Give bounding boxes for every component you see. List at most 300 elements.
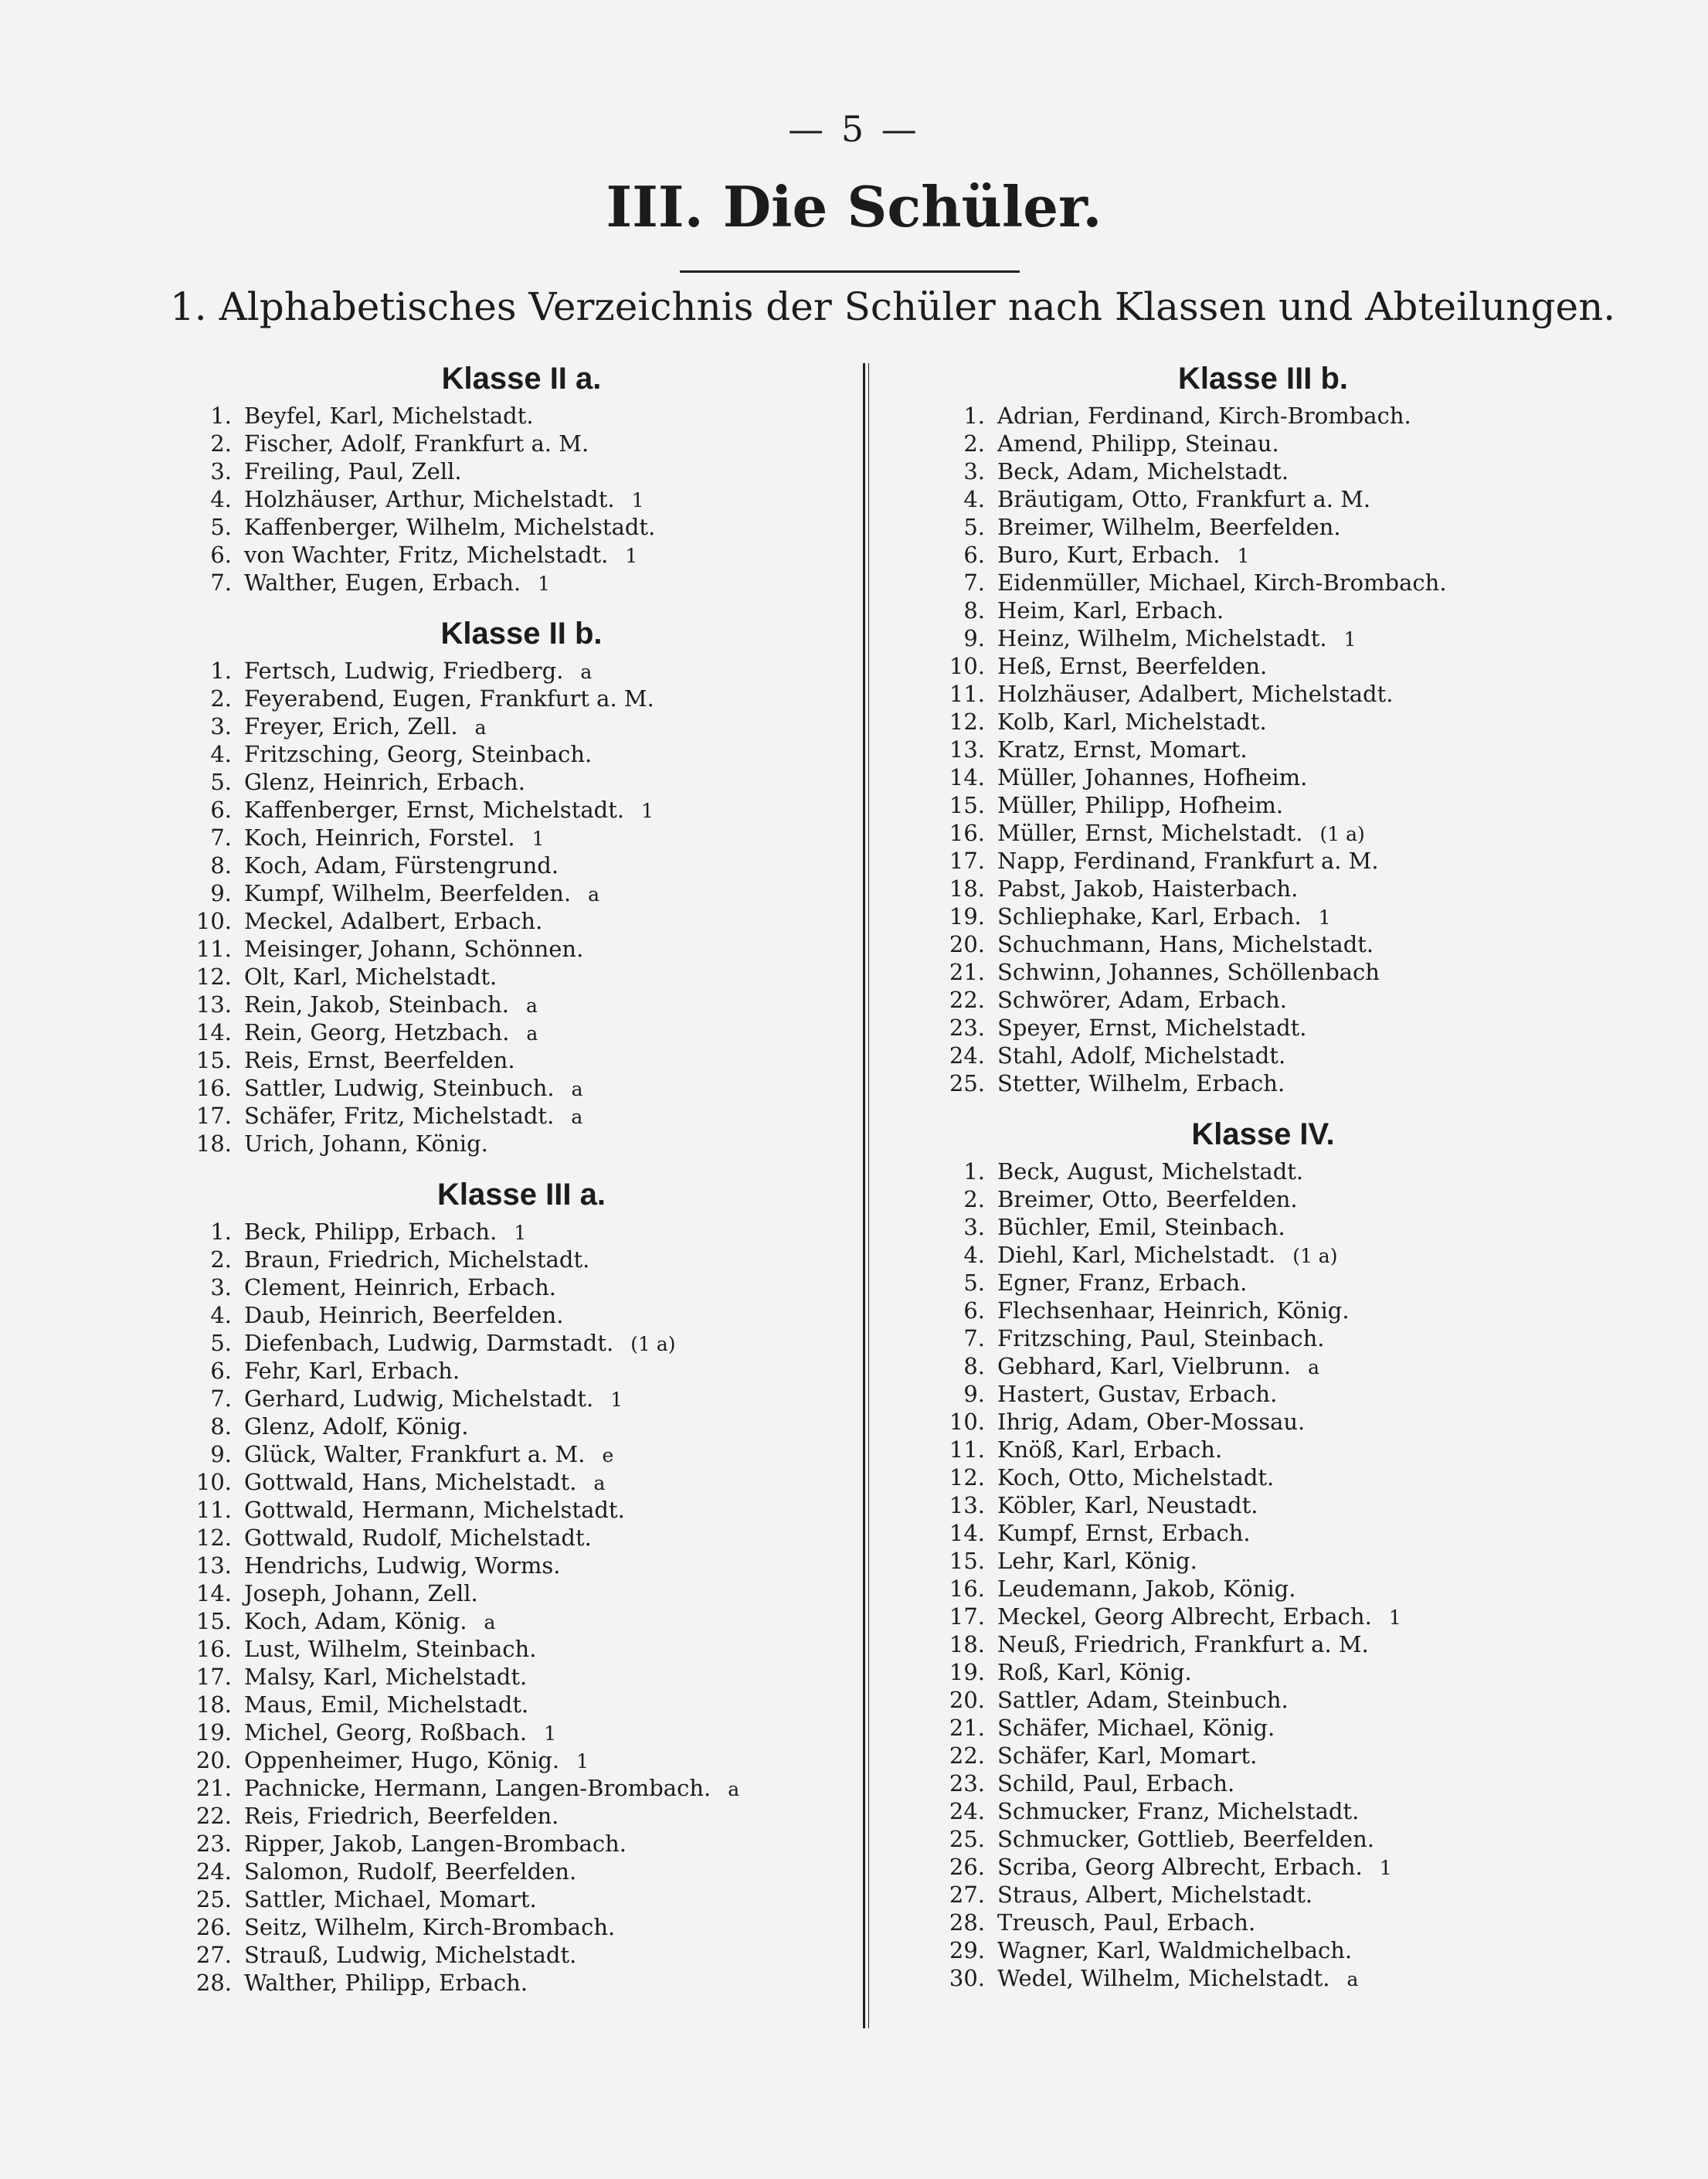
student-name: Maus, Emil, Michelstadt. bbox=[244, 1691, 529, 1718]
student-number: 23. bbox=[949, 1015, 985, 1041]
student-name: Buro, Kurt, Erbach. bbox=[997, 542, 1221, 568]
student-number: 20. bbox=[949, 931, 985, 957]
student-row bbox=[946, 930, 1580, 958]
student-mark: a bbox=[474, 716, 487, 739]
student-number: 16. bbox=[195, 1636, 232, 1662]
student-number: 10. bbox=[195, 1469, 232, 1495]
student-row bbox=[946, 708, 1580, 736]
student-row bbox=[946, 1575, 1580, 1603]
student-name: Adrian, Ferdinand, Kirch-Brombach. bbox=[997, 403, 1411, 429]
student-mark: 1 bbox=[1343, 628, 1357, 651]
student-number: 10. bbox=[195, 908, 232, 934]
column-divider-secondary bbox=[868, 363, 869, 2028]
student-row bbox=[946, 1769, 1580, 1797]
student-mark: a bbox=[484, 1611, 496, 1633]
student-name: Pabst, Jakob, Haisterbach. bbox=[997, 875, 1299, 902]
student-number: 4. bbox=[210, 486, 232, 512]
student-name: Speyer, Ernst, Michelstadt. bbox=[997, 1015, 1307, 1041]
student-name: Diehl, Karl, Michelstadt. bbox=[997, 1242, 1276, 1268]
student-row bbox=[193, 907, 850, 935]
student-number: 17. bbox=[195, 1664, 232, 1690]
student-number: 11. bbox=[949, 681, 985, 707]
student-name: Napp, Ferdinand, Frankfurt a. M. bbox=[997, 848, 1379, 874]
student-number: 1. bbox=[963, 403, 985, 429]
student-row bbox=[193, 824, 850, 852]
student-row bbox=[193, 1130, 850, 1157]
student-row bbox=[193, 1018, 850, 1046]
student-mark: (1 a) bbox=[630, 1333, 676, 1355]
student-number: 3. bbox=[210, 1274, 232, 1300]
student-name: Roß, Karl, König. bbox=[997, 1659, 1192, 1685]
student-row bbox=[946, 430, 1580, 457]
student-name: Michel, Georg, Roßbach. bbox=[244, 1719, 528, 1746]
student-row bbox=[193, 1301, 850, 1329]
class-heading: Klasse III b. bbox=[1177, 362, 1349, 396]
student-number: 5. bbox=[963, 1270, 985, 1296]
student-row bbox=[193, 1412, 850, 1440]
student-name: Sattler, Adam, Steinbuch. bbox=[997, 1687, 1289, 1713]
student-name: Köbler, Karl, Neustadt. bbox=[997, 1492, 1258, 1518]
student-row bbox=[946, 541, 1580, 569]
student-list bbox=[193, 1218, 850, 1997]
student-name: Olt, Karl, Michelstadt. bbox=[244, 964, 497, 990]
student-row bbox=[946, 1213, 1580, 1241]
student-name: Gottwald, Rudolf, Michelstadt. bbox=[244, 1525, 592, 1551]
student-row bbox=[193, 1102, 850, 1130]
student-row bbox=[193, 1607, 850, 1635]
student-number: 14. bbox=[949, 764, 985, 790]
student-mark: a bbox=[1308, 1356, 1319, 1378]
student-row bbox=[946, 1408, 1580, 1436]
student-name: Knöß, Karl, Erbach. bbox=[997, 1436, 1223, 1463]
student-number: 28. bbox=[949, 1909, 985, 1936]
student-number: 15. bbox=[949, 792, 985, 818]
student-name: Gerhard, Ludwig, Michelstadt. bbox=[244, 1385, 594, 1412]
student-name: Lust, Wilhelm, Steinbach. bbox=[244, 1636, 537, 1662]
student-name: Schäfer, Fritz, Michelstadt. bbox=[244, 1103, 555, 1129]
student-row bbox=[193, 1579, 850, 1607]
student-number: 4. bbox=[963, 486, 985, 512]
student-row bbox=[193, 991, 850, 1018]
student-name: Reis, Ernst, Beerfelden. bbox=[244, 1047, 515, 1073]
student-row bbox=[193, 1074, 850, 1102]
student-number: 4. bbox=[963, 1242, 985, 1268]
student-name: Strauß, Ludwig, Michelstadt. bbox=[244, 1942, 577, 1968]
student-name: Leudemann, Jakob, König. bbox=[997, 1576, 1296, 1602]
student-name: Fertsch, Ludwig, Friedberg. bbox=[244, 658, 564, 684]
student-number: 15. bbox=[949, 1548, 985, 1574]
student-row bbox=[946, 485, 1580, 513]
student-number: 25. bbox=[195, 1886, 232, 1912]
student-name: Beck, August, Michelstadt. bbox=[997, 1158, 1304, 1185]
student-number: 5. bbox=[210, 1330, 232, 1356]
student-row bbox=[193, 712, 850, 740]
student-number: 3. bbox=[210, 713, 232, 739]
student-row bbox=[946, 1714, 1580, 1742]
student-row bbox=[946, 1269, 1580, 1297]
student-row bbox=[193, 1273, 850, 1301]
student-row bbox=[946, 1491, 1580, 1519]
student-name: Schmucker, Franz, Michelstadt. bbox=[997, 1798, 1360, 1824]
student-number: 4. bbox=[210, 1302, 232, 1328]
student-name: Clement, Heinrich, Erbach. bbox=[244, 1274, 556, 1300]
student-number: 19. bbox=[949, 1659, 985, 1685]
column-divider bbox=[863, 363, 865, 2028]
student-mark: 1 bbox=[641, 800, 654, 822]
student-name: Meisinger, Johann, Schönnen. bbox=[244, 936, 584, 962]
student-number: 21. bbox=[949, 959, 985, 985]
student-row bbox=[946, 1603, 1580, 1630]
student-number: 19. bbox=[195, 1719, 232, 1746]
student-number: 23. bbox=[949, 1770, 985, 1797]
student-name: Schäfer, Michael, König. bbox=[997, 1715, 1275, 1741]
student-name: Rein, Jakob, Steinbach. bbox=[244, 991, 509, 1018]
student-name: Freyer, Erich, Zell. bbox=[244, 713, 458, 739]
left-column bbox=[193, 355, 850, 1997]
student-mark: a bbox=[1346, 1968, 1359, 1990]
student-number: 7. bbox=[210, 569, 232, 596]
student-name: Schuchmann, Hans, Michelstadt. bbox=[997, 931, 1374, 957]
student-name: Müller, Johannes, Hofheim. bbox=[997, 764, 1308, 790]
student-name: Fritzsching, Paul, Steinbach. bbox=[997, 1325, 1325, 1351]
student-name: Hendrichs, Ludwig, Worms. bbox=[244, 1552, 561, 1579]
student-row bbox=[193, 1329, 850, 1357]
student-row bbox=[193, 1691, 850, 1718]
student-row bbox=[946, 1881, 1580, 1909]
right-column bbox=[946, 355, 1580, 1992]
student-mark: a bbox=[593, 1472, 606, 1494]
student-row bbox=[193, 685, 850, 712]
student-row bbox=[946, 569, 1580, 597]
student-name: Walther, Eugen, Erbach. bbox=[244, 569, 521, 596]
student-row bbox=[946, 1324, 1580, 1352]
student-number: 13. bbox=[195, 991, 232, 1018]
student-name: Schäfer, Karl, Momart. bbox=[997, 1742, 1258, 1769]
student-number: 9. bbox=[210, 880, 232, 906]
student-mark: 1 bbox=[531, 828, 545, 850]
student-number: 3. bbox=[963, 458, 985, 484]
student-mark: (1 a) bbox=[1292, 1245, 1338, 1267]
student-number: 14. bbox=[195, 1019, 232, 1045]
student-number: 6. bbox=[963, 542, 985, 568]
student-row bbox=[193, 1802, 850, 1830]
student-number: 8. bbox=[963, 1353, 985, 1379]
student-mark: 1 bbox=[1388, 1606, 1401, 1629]
student-name: Flechsenhaar, Heinrich, König. bbox=[997, 1297, 1350, 1324]
student-number: 14. bbox=[949, 1520, 985, 1546]
student-number: 8. bbox=[210, 852, 232, 879]
student-name: Stetter, Wilhelm, Erbach. bbox=[997, 1070, 1285, 1096]
student-row bbox=[193, 1496, 850, 1524]
student-name: Fischer, Adolf, Frankfurt a. M. bbox=[244, 430, 589, 457]
student-row bbox=[193, 1046, 850, 1074]
student-row bbox=[193, 1524, 850, 1552]
student-name: Joseph, Johann, Zell. bbox=[244, 1580, 478, 1606]
student-mark: a bbox=[588, 883, 599, 906]
student-row bbox=[946, 1436, 1580, 1463]
student-number: 6. bbox=[210, 1358, 232, 1384]
student-name: Kumpf, Wilhelm, Beerfelden. bbox=[244, 880, 572, 906]
student-name: Meckel, Georg Albrecht, Erbach. bbox=[997, 1603, 1372, 1630]
student-row bbox=[946, 1042, 1580, 1069]
student-mark: a bbox=[526, 1022, 538, 1045]
student-name: Ripper, Jakob, Langen-Brombach. bbox=[244, 1831, 627, 1857]
student-name: Heinz, Wilhelm, Michelstadt. bbox=[997, 625, 1327, 651]
student-name: Scriba, Georg Albrecht, Erbach. bbox=[997, 1854, 1363, 1880]
student-name: Reis, Friedrich, Beerfelden. bbox=[244, 1803, 559, 1829]
student-number: 8. bbox=[210, 1413, 232, 1440]
student-name: Breimer, Wilhelm, Beerfelden. bbox=[997, 514, 1341, 540]
student-name: Braun, Friedrich, Michelstadt. bbox=[244, 1246, 590, 1273]
student-number: 1. bbox=[210, 658, 232, 684]
student-row bbox=[193, 402, 850, 430]
student-number: 3. bbox=[210, 458, 232, 484]
student-mark: 1 bbox=[544, 1722, 556, 1745]
student-row bbox=[193, 1218, 850, 1246]
student-number: 16. bbox=[195, 1075, 232, 1101]
student-name: Beck, Philipp, Erbach. bbox=[244, 1219, 497, 1245]
student-row bbox=[193, 1941, 850, 1969]
student-number: 25. bbox=[949, 1826, 985, 1852]
student-number: 29. bbox=[949, 1937, 985, 1963]
student-name: Urich, Johann, König. bbox=[244, 1130, 488, 1157]
student-name: Müller, Ernst, Michelstadt. bbox=[997, 820, 1303, 846]
student-number: 2. bbox=[210, 430, 232, 457]
student-row bbox=[193, 1858, 850, 1885]
student-mark: 1 bbox=[538, 573, 551, 595]
student-name: Wagner, Karl, Waldmichelbach. bbox=[997, 1937, 1353, 1963]
student-row bbox=[193, 1969, 850, 1997]
student-number: 7. bbox=[963, 1325, 985, 1351]
student-row bbox=[946, 736, 1580, 763]
student-name: Diefenbach, Ludwig, Darmstadt. bbox=[244, 1330, 614, 1356]
student-name: Eidenmüller, Michael, Kirch-Brombach. bbox=[997, 569, 1447, 596]
student-row bbox=[946, 652, 1580, 680]
student-row bbox=[946, 1658, 1580, 1686]
student-number: 24. bbox=[949, 1042, 985, 1069]
student-row bbox=[193, 485, 850, 513]
student-name: Holzhäuser, Adalbert, Michelstadt. bbox=[997, 681, 1394, 707]
student-row bbox=[946, 1352, 1580, 1380]
student-row bbox=[946, 1686, 1580, 1714]
student-name: Glenz, Adolf, König. bbox=[244, 1413, 469, 1440]
student-mark: 1 bbox=[610, 1389, 623, 1411]
student-mark: 1 bbox=[625, 545, 638, 567]
student-name: Daub, Heinrich, Beerfelden. bbox=[244, 1302, 564, 1328]
student-row bbox=[193, 541, 850, 569]
student-name: Beyfel, Karl, Michelstadt. bbox=[244, 403, 534, 429]
student-mark: a bbox=[571, 1106, 583, 1128]
student-number: 13. bbox=[195, 1552, 232, 1579]
student-row bbox=[193, 1913, 850, 1941]
student-name: Amend, Philipp, Steinau. bbox=[997, 430, 1279, 457]
student-number: 9. bbox=[963, 625, 985, 651]
student-name: Treusch, Paul, Erbach. bbox=[997, 1909, 1256, 1936]
page-number: — 5 — bbox=[788, 108, 920, 150]
student-row bbox=[946, 1742, 1580, 1769]
student-row bbox=[946, 597, 1580, 624]
student-number: 24. bbox=[195, 1858, 232, 1885]
student-name: Stahl, Adolf, Michelstadt. bbox=[997, 1042, 1286, 1069]
student-row bbox=[193, 1385, 850, 1412]
student-name: Kaffenberger, Ernst, Michelstadt. bbox=[244, 797, 625, 823]
student-number: 7. bbox=[963, 569, 985, 596]
student-number: 2. bbox=[210, 1246, 232, 1273]
student-name: Gebhard, Karl, Vielbrunn. bbox=[997, 1353, 1292, 1379]
student-mark: 1 bbox=[1379, 1857, 1392, 1879]
student-row bbox=[946, 1630, 1580, 1658]
student-row bbox=[946, 986, 1580, 1014]
student-row bbox=[193, 1774, 850, 1802]
student-row bbox=[946, 791, 1580, 819]
student-row bbox=[193, 852, 850, 879]
student-number: 25. bbox=[949, 1070, 985, 1096]
student-row bbox=[946, 457, 1580, 485]
student-number: 17. bbox=[949, 1603, 985, 1630]
student-row bbox=[946, 1014, 1580, 1042]
student-name: Holzhäuser, Arthur, Michelstadt. bbox=[244, 486, 615, 512]
student-row bbox=[193, 768, 850, 796]
student-row bbox=[946, 1297, 1580, 1324]
student-name: Bräutigam, Otto, Frankfurt a. M. bbox=[997, 486, 1371, 512]
student-name: Egner, Franz, Erbach. bbox=[997, 1270, 1248, 1296]
student-name: Kolb, Karl, Michelstadt. bbox=[997, 709, 1267, 735]
student-number: 10. bbox=[949, 1409, 985, 1435]
student-name: Müller, Philipp, Hofheim. bbox=[997, 792, 1284, 818]
student-number: 13. bbox=[949, 736, 985, 763]
student-number: 2. bbox=[210, 685, 232, 712]
student-row bbox=[193, 430, 850, 457]
student-number: 4. bbox=[210, 741, 232, 767]
student-row bbox=[193, 569, 850, 597]
student-number: 21. bbox=[949, 1715, 985, 1741]
student-number: 30. bbox=[949, 1965, 985, 1991]
student-name: Ihrig, Adam, Ober-Mossau. bbox=[997, 1409, 1306, 1435]
class-heading: Klasse II a. bbox=[441, 362, 602, 396]
student-number: 2. bbox=[963, 430, 985, 457]
student-row bbox=[946, 958, 1580, 986]
student-row bbox=[946, 1547, 1580, 1575]
student-name: Wedel, Wilhelm, Michelstadt. bbox=[997, 1965, 1330, 1991]
student-number: 15. bbox=[195, 1608, 232, 1634]
class-heading: Klasse IV. bbox=[1191, 1117, 1335, 1151]
student-mark: 1 bbox=[631, 489, 644, 512]
student-row bbox=[946, 1936, 1580, 1964]
section-title: III. Die Schüler. bbox=[606, 174, 1102, 240]
student-name: Meckel, Adalbert, Erbach. bbox=[244, 908, 543, 934]
student-number: 27. bbox=[195, 1942, 232, 1968]
student-name: Glenz, Heinrich, Erbach. bbox=[244, 769, 525, 795]
student-number: 1. bbox=[963, 1158, 985, 1185]
student-row bbox=[193, 657, 850, 685]
student-name: Sattler, Michael, Momart. bbox=[244, 1886, 537, 1912]
student-name: Malsy, Karl, Michelstadt. bbox=[244, 1664, 528, 1690]
student-number: 12. bbox=[949, 1464, 985, 1491]
class-heading: Klasse II b. bbox=[440, 617, 603, 651]
student-number: 21. bbox=[195, 1775, 232, 1801]
student-name: Kumpf, Ernst, Erbach. bbox=[997, 1520, 1251, 1546]
student-number: 26. bbox=[949, 1854, 985, 1880]
student-number: 11. bbox=[195, 936, 232, 962]
student-row bbox=[193, 740, 850, 768]
student-number: 16. bbox=[949, 1576, 985, 1602]
student-mark: a bbox=[525, 994, 538, 1017]
student-row bbox=[946, 875, 1580, 903]
student-row bbox=[193, 1246, 850, 1273]
student-number: 15. bbox=[195, 1047, 232, 1073]
student-number: 23. bbox=[195, 1831, 232, 1857]
student-number: 13. bbox=[949, 1492, 985, 1518]
student-mark: (1 a) bbox=[1319, 823, 1365, 845]
subtitle: 1. Alphabetisches Verzeichnis der Schüler nach Klassen und Abteilungen. bbox=[170, 284, 1616, 329]
student-number: 20. bbox=[949, 1687, 985, 1713]
student-number: 18. bbox=[949, 1631, 985, 1657]
student-row bbox=[946, 1157, 1580, 1185]
student-name: Schwörer, Adam, Erbach. bbox=[997, 987, 1287, 1013]
student-row bbox=[946, 1241, 1580, 1269]
student-name: Fritzsching, Georg, Steinbach. bbox=[244, 741, 593, 767]
student-number: 28. bbox=[195, 1970, 232, 1996]
student-row bbox=[193, 963, 850, 991]
student-name: Kratz, Ernst, Momart. bbox=[997, 736, 1248, 763]
title-rule bbox=[680, 270, 1020, 273]
student-row bbox=[193, 1635, 850, 1663]
student-number: 5. bbox=[210, 514, 232, 540]
student-number: 3. bbox=[963, 1214, 985, 1240]
student-row bbox=[946, 1964, 1580, 1992]
student-name: von Wachter, Fritz, Michelstadt. bbox=[244, 542, 609, 568]
student-name: Breimer, Otto, Beerfelden. bbox=[997, 1186, 1298, 1212]
student-row bbox=[946, 680, 1580, 708]
student-row bbox=[946, 1519, 1580, 1547]
student-name: Sattler, Ludwig, Steinbuch. bbox=[244, 1075, 555, 1101]
student-number: 20. bbox=[195, 1747, 232, 1773]
student-list bbox=[946, 402, 1580, 1097]
student-row bbox=[946, 402, 1580, 430]
student-row bbox=[193, 1663, 850, 1691]
student-name: Schliephake, Karl, Erbach. bbox=[997, 903, 1302, 930]
student-row bbox=[946, 1380, 1580, 1408]
student-name: Schild, Paul, Erbach. bbox=[997, 1770, 1235, 1797]
student-number: 22. bbox=[949, 1742, 985, 1769]
student-number: 17. bbox=[195, 1103, 232, 1129]
student-name: Gottwald, Hermann, Michelstadt. bbox=[244, 1497, 625, 1523]
student-row bbox=[193, 1357, 850, 1385]
student-row bbox=[193, 513, 850, 541]
student-row bbox=[193, 1746, 850, 1774]
student-name: Salomon, Rudolf, Beerfelden. bbox=[244, 1858, 577, 1885]
student-number: 1. bbox=[210, 403, 232, 429]
student-name: Freiling, Paul, Zell. bbox=[244, 458, 462, 484]
student-row bbox=[946, 1069, 1580, 1097]
student-number: 6. bbox=[210, 542, 232, 568]
student-mark: 1 bbox=[576, 1750, 589, 1773]
student-list bbox=[193, 657, 850, 1157]
student-row bbox=[946, 624, 1580, 652]
student-row bbox=[946, 763, 1580, 791]
student-mark: 1 bbox=[1237, 545, 1250, 567]
student-row bbox=[193, 879, 850, 907]
student-row bbox=[193, 457, 850, 485]
student-mark: a bbox=[580, 661, 593, 683]
student-row bbox=[946, 1463, 1580, 1491]
student-list bbox=[946, 1157, 1580, 1992]
student-row bbox=[193, 1885, 850, 1913]
student-number: 9. bbox=[963, 1381, 985, 1407]
student-row bbox=[946, 1909, 1580, 1936]
student-number: 26. bbox=[195, 1914, 232, 1940]
student-name: Büchler, Emil, Steinbach. bbox=[997, 1214, 1285, 1240]
